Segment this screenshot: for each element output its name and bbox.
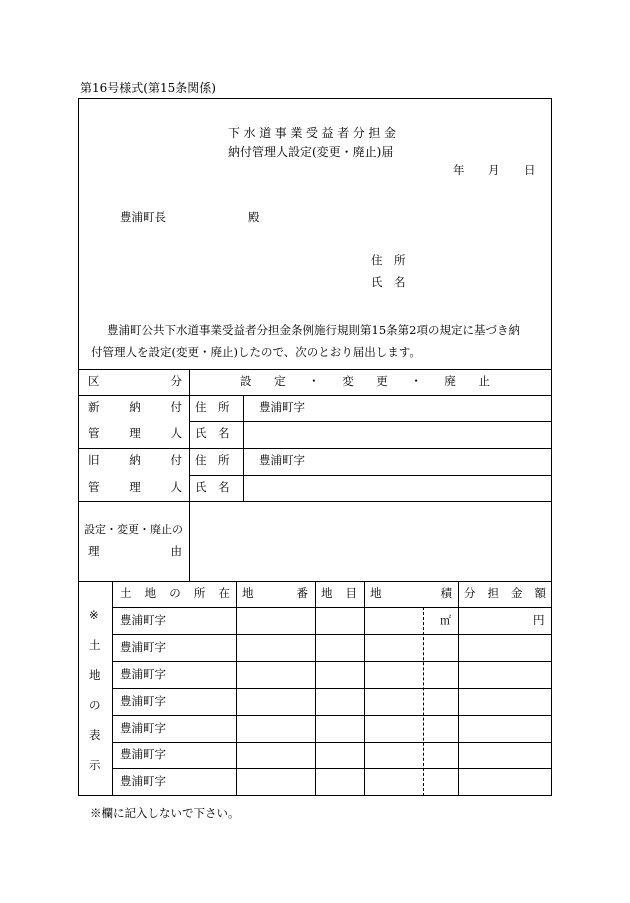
line — [78, 395, 552, 396]
land-side-label-char: 示 — [89, 758, 101, 772]
land-row-location: 豊浦町字 — [120, 721, 166, 735]
land-header-area: 地 積 — [370, 586, 452, 600]
land-side-label-char: の — [89, 698, 101, 712]
land-row-location: 豊浦町字 — [120, 774, 166, 788]
new-manager-label-line2: 管 理 人 — [88, 426, 182, 440]
old-manager-label-line1: 旧 納 付 — [88, 453, 182, 467]
line — [112, 742, 552, 743]
new-manager-address-value: 豊浦町字 — [259, 400, 305, 414]
old-manager-address-label: 住 所 — [195, 453, 230, 467]
area-unit: ㎡ — [440, 614, 451, 627]
line — [112, 634, 552, 635]
old-manager-label-line2: 管 理 人 — [88, 480, 182, 494]
addressee-name: 豊浦町長 — [120, 210, 166, 224]
applicant-address-label: 住 所 — [371, 253, 406, 267]
land-header-amount: 分 担 金 額 — [464, 586, 546, 600]
land-header-category: 地 目 — [321, 586, 357, 600]
body-text-line2: 付管理人を設定(変更・廃止)したので、次のとおり届出します。 — [91, 345, 421, 359]
land-row-location: 豊浦町字 — [120, 747, 166, 761]
land-row-location: 豊浦町字 — [120, 694, 166, 708]
land-row-location: 豊浦町字 — [120, 667, 166, 681]
new-manager-label-line1: 新 納 付 — [88, 400, 182, 414]
new-manager-name-label: 氏 名 — [195, 426, 230, 440]
land-header-location: 土 地 の 所 在 — [120, 586, 230, 600]
line — [112, 715, 552, 716]
date-year: 年 — [453, 163, 465, 177]
old-manager-address-value: 豊浦町字 — [259, 453, 305, 467]
line — [243, 395, 244, 501]
category-options: 設 定 ・ 変 更 ・ 廃 止 — [240, 374, 490, 388]
line — [112, 607, 552, 608]
line — [112, 768, 552, 769]
land-side-label-char: 表 — [89, 728, 101, 742]
land-header-lot: 地 番 — [242, 586, 308, 600]
reason-label-line1: 設定・変更・廃止の — [84, 523, 183, 536]
land-side-label-char: 地 — [89, 668, 101, 682]
addressee-honorific: 殿 — [248, 210, 260, 224]
land-side-label-mark: ※ — [89, 608, 99, 622]
line — [78, 501, 552, 502]
line — [112, 661, 552, 662]
old-manager-name-label: 氏 名 — [195, 480, 230, 494]
form-number: 第16号様式(第15条関係) — [80, 81, 216, 95]
land-row-location: 豊浦町字 — [120, 613, 166, 627]
line — [78, 448, 552, 449]
footnote: ※欄に記入しないで下さい。 — [90, 806, 240, 820]
body-text-line1: 豊浦町公共下水道事業受益者分担金条例施行規則第15条第2項の規定に基づき納 — [107, 323, 520, 337]
land-side-label-char: 土 — [89, 638, 101, 652]
reason-label-line2: 理 由 — [88, 544, 182, 558]
form-title-line1: 下水道事業受益者分担金 — [228, 126, 400, 140]
amount-unit: 円 — [533, 613, 545, 627]
date-day: 日 — [524, 163, 536, 177]
table-top-line — [78, 369, 552, 370]
form-title-line2: 納付管理人設定(変更・廃止)届 — [228, 145, 394, 159]
line — [112, 688, 552, 689]
category-label: 区 分 — [88, 374, 182, 388]
date-month: 月 — [488, 163, 500, 177]
new-manager-address-label: 住 所 — [195, 400, 230, 414]
line — [189, 369, 190, 581]
applicant-name-label: 氏 名 — [371, 275, 406, 289]
land-row-location: 豊浦町字 — [120, 640, 166, 654]
